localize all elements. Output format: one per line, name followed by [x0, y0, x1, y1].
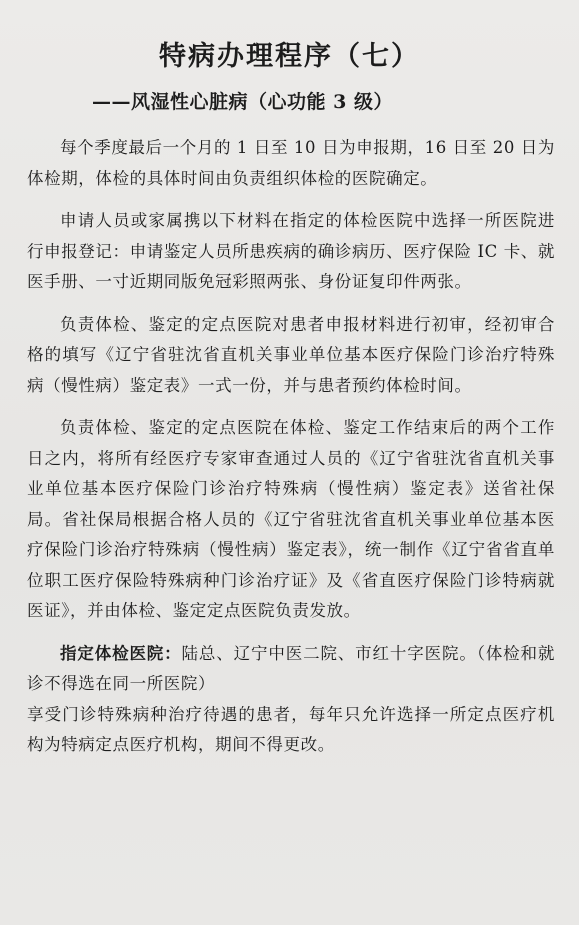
page-title: 特病办理程序（七） [159, 41, 420, 72]
paragraph-certificate-issuance: 负责体检、鉴定的定点医院在体检、鉴定工作结束后的两个工作日之内，将所有经医疗专家审查通过人员的《辽宁省驻沈省直机关事业单位基本医疗保险门诊治疗特殊病（慢性病）鉴定表》送省社保局。省社保局根据合格人员的《辽宁省驻沈省直机关事业单位基本医疗保险门诊治疗特殊病（慢性病）鉴定表》，统一制作《辽宁省省直单位职工医疗保险特殊病种门诊治疗证》及《省直医疗保险门诊特病就医证》，并由体检、鉴定定点医院负责发放。 [27, 418, 555, 620]
paragraph-designated-hospitals [27, 639, 555, 700]
page-subtitle: ——风湿性心脏病（心功能 3 级） [92, 91, 393, 113]
paragraph-initial-review: 负责体检、鉴定的定点医院对患者申报材料进行初审，经初审合格的填写《辽宁省驻沈省直机关事业单位基本医疗保险门诊治疗特殊病（慢性病）鉴定表》一式一份，并与患者预约体检时间。 [27, 314, 555, 395]
document-body [27, 133, 555, 773]
paragraph-application-period: 每个季度最后一个月的 1 日至 10 日为申报期，16 日至 20 日为体检期，体检的具体时间由负责组织体检的医院确定。 [27, 138, 555, 188]
paragraph-required-materials: 申请人员或家属携以下材料在指定的体检医院中选择一所医院进行申报登记：申请鉴定人员所患疾病的确诊病历、医疗保险 IC 卡、就医手册、一寸近期同版免冠彩照两张、身份证复印件两张。 [27, 211, 555, 291]
designated-hospitals-text: 陆总、辽宁中医二院、市红十字医院。（体检和就诊不得选在同一所医院） [27, 643, 556, 693]
designated-hospitals-label: 指定体检医院： [60, 643, 182, 663]
paragraph-annual-selection: 享受门诊特殊病种治疗待遇的患者，每年只允许选择一所定点医疗机构为特病定点医疗机构，期间不得更改。 [27, 704, 555, 754]
